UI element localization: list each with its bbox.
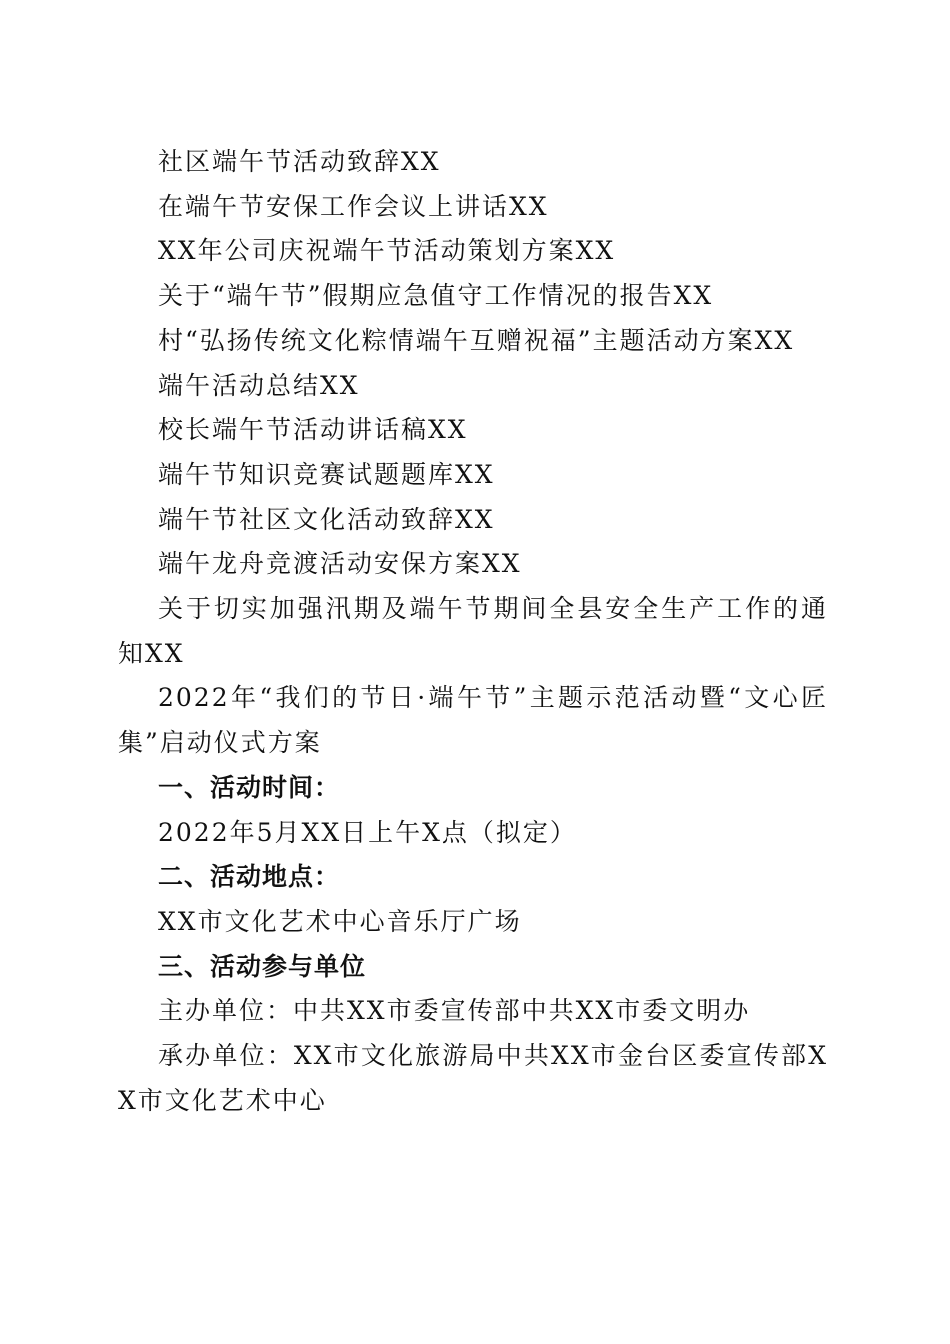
list-item: 在端午节安保工作会议上讲话XX [158, 191, 549, 221]
list-item: XX年公司庆祝端午节活动策划方案XX [158, 236, 616, 266]
section-heading-participants: 三、活动参与单位 [158, 951, 367, 981]
list-item: 校长端午节活动讲话稿XX [158, 415, 468, 445]
section-heading-time: 一、活动时间： [158, 772, 341, 802]
section-text-time: 2022年5月XX日上午X点（拟定） [158, 817, 577, 847]
list-item: 端午节社区文化活动致辞XX [158, 504, 495, 534]
list-item: 关于切实加强汛期及端午节期间全县安全生产工作的通知XX [118, 594, 828, 668]
list-item: 关于“端午节”假期应急值守工作情况的报告XX [158, 281, 714, 311]
list-item: 端午龙舟竞渡活动安保方案XX [158, 549, 522, 579]
section-text-host: 主办单位：中共XX市委宣传部中共XX市委文明办 [158, 996, 751, 1026]
document-body [118, 140, 828, 1123]
section-heading-location: 二、活动地点： [158, 862, 341, 892]
list-item: 端午活动总结XX [158, 370, 360, 400]
plan-title: 2022年“我们的节日·端午节”主题示范活动暨“文心匠集”启动仪式方案 [118, 683, 828, 758]
section-text-organizer: 承办单位：XX市文化旅游局中共XX市金台区委宣传部XX市文化艺术中心 [118, 1041, 828, 1115]
list-item: 社区端午节活动致辞XX [158, 147, 441, 176]
list-item: 村“弘扬传统文化粽情端午互赠祝福”主题活动方案XX [158, 325, 795, 355]
section-text-location: XX市文化艺术中心音乐厅广场 [158, 906, 522, 936]
list-item: 端午节知识竞赛试题题库XX [158, 459, 495, 489]
